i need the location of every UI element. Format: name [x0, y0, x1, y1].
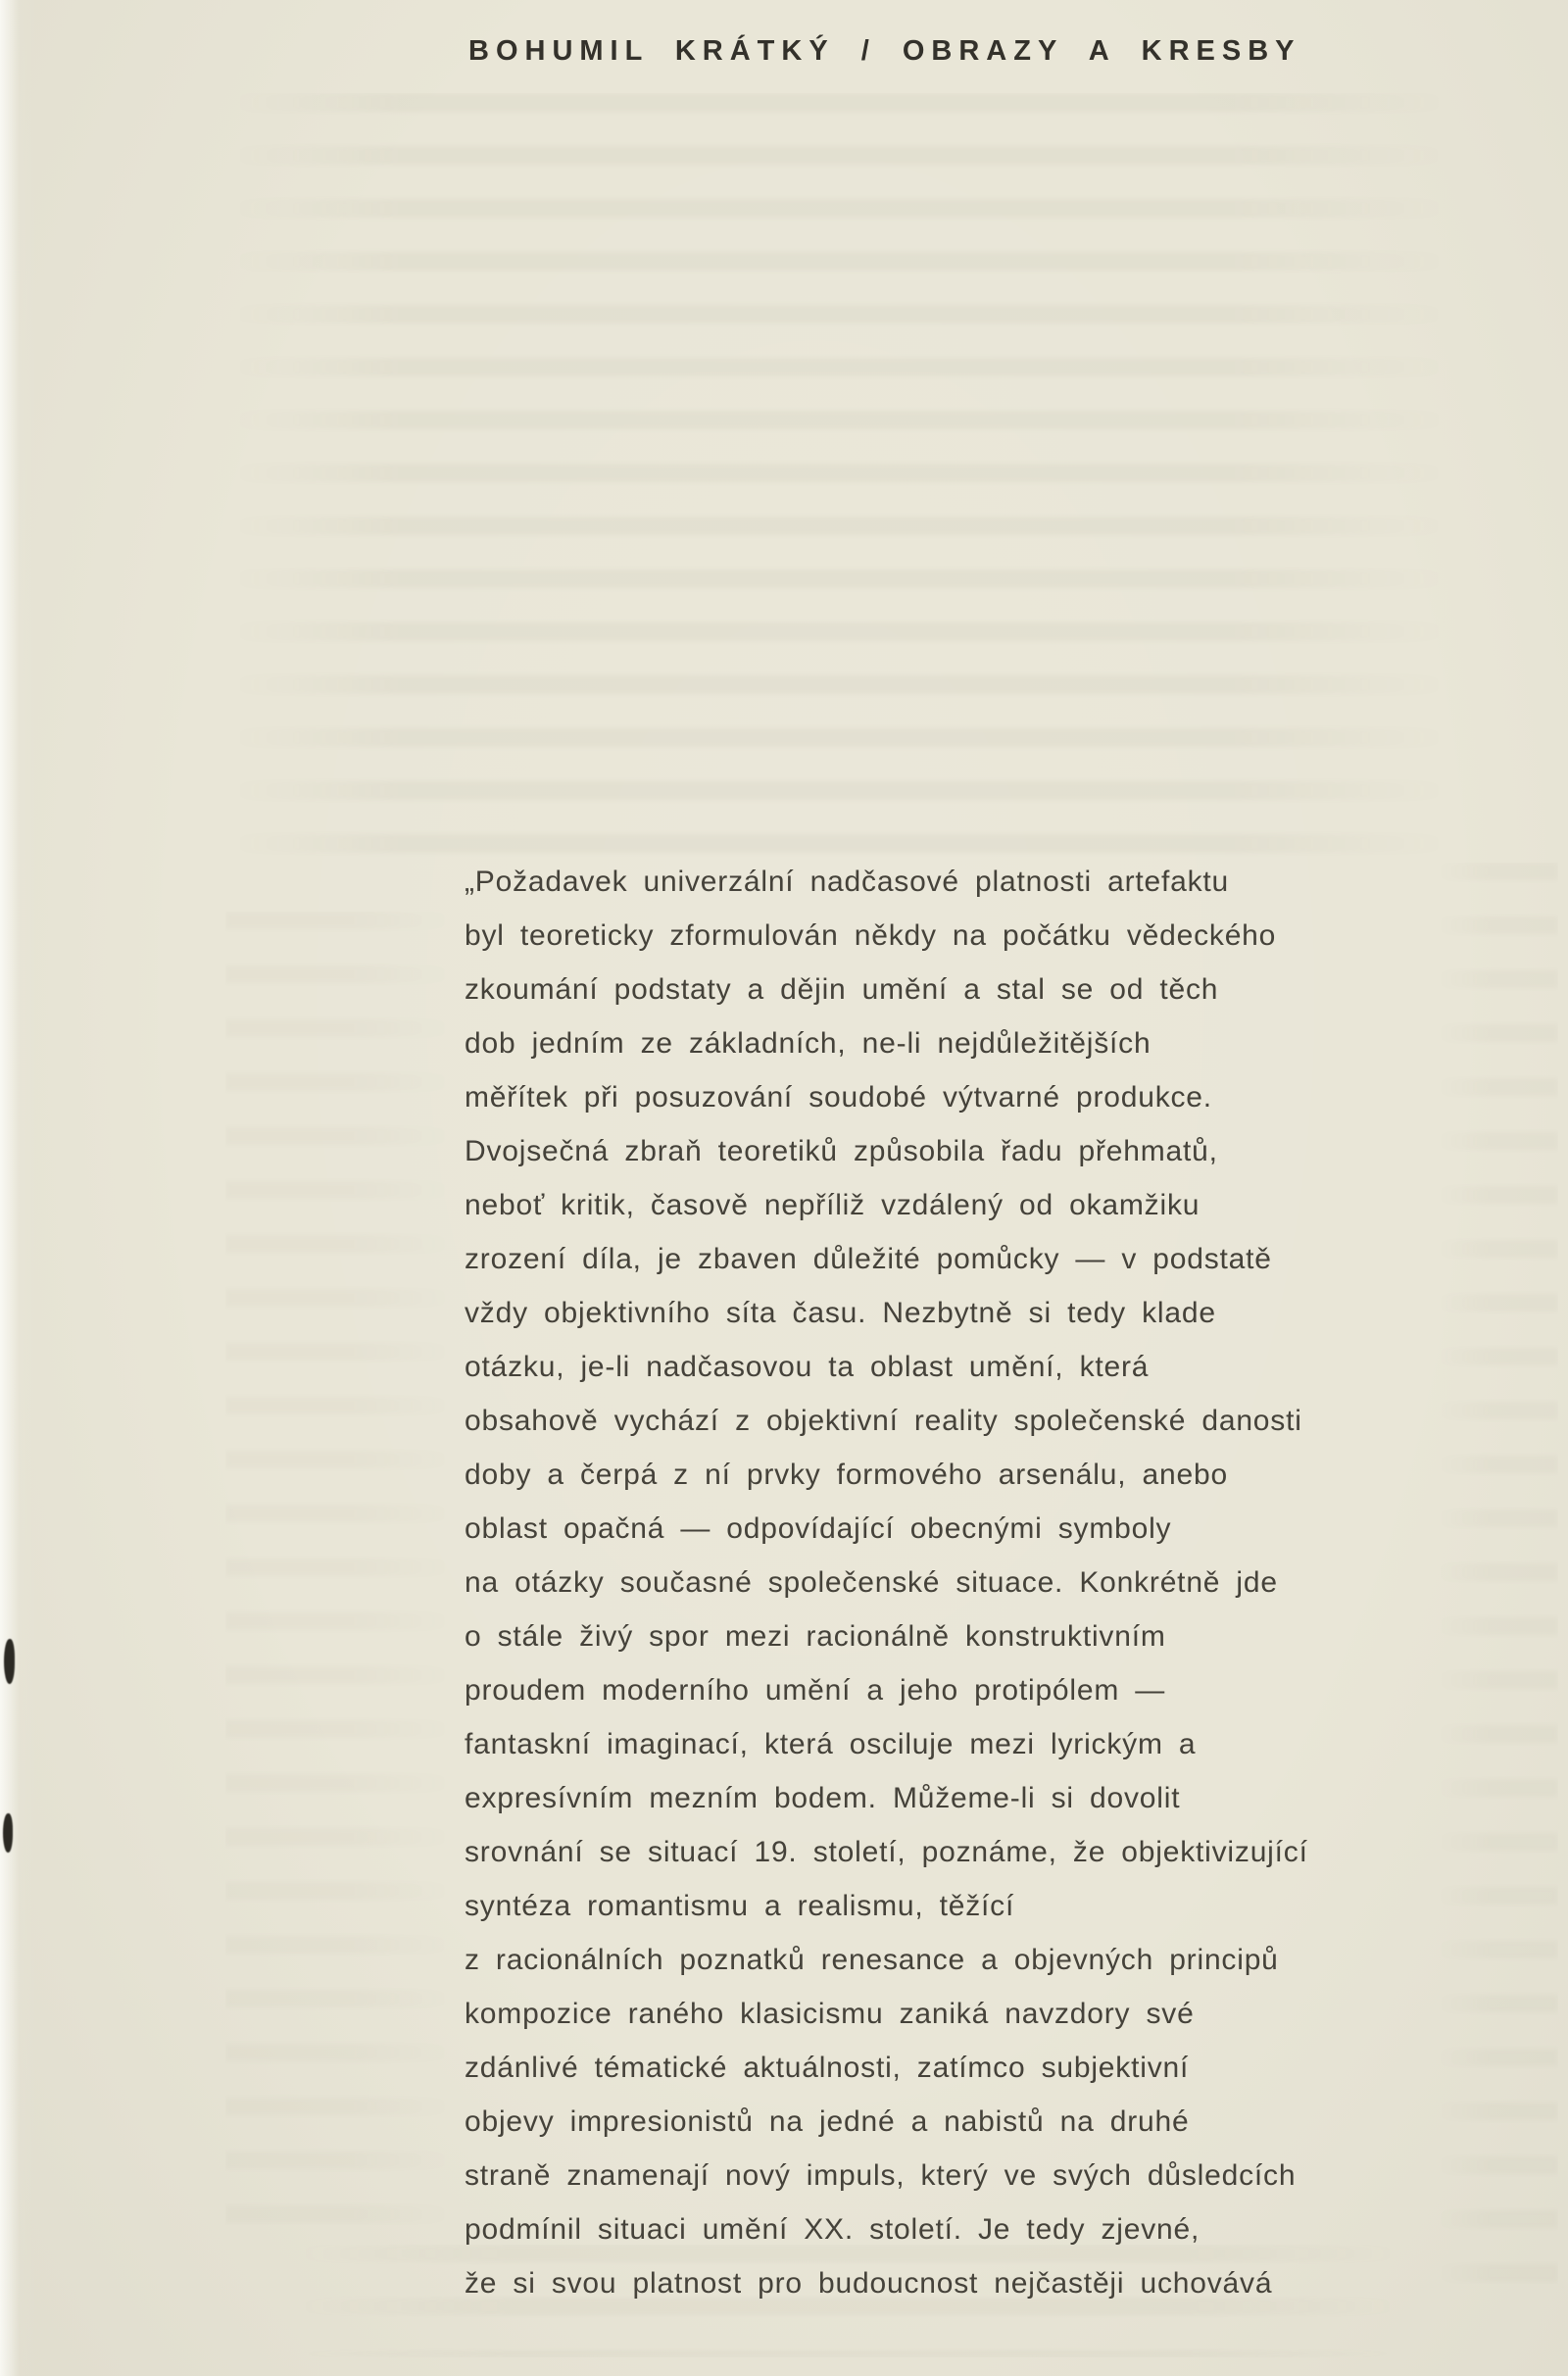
text-line: o stále živý spor mezi racionálně konstruktivním	[465, 1620, 1166, 1653]
text-line: oblast opačná — odpovídající obecnými symboly	[465, 1512, 1172, 1545]
text-line: otázku, je-li nadčasovou ta oblast umění, která	[465, 1351, 1150, 1383]
text-line: „Požadavek univerzální nadčasové platnosti artefaktu	[465, 866, 1230, 898]
page-title: BOHUMIL KRÁTKÝ / OBRAZY A KRESBY	[468, 35, 1301, 67]
text-line: zdánlivé tématické aktuálnosti, zatímco subjektivní	[465, 2052, 1190, 2084]
text-line: straně znamenají nový impuls, který ve svých důsledcích	[465, 2159, 1297, 2192]
binding-speck	[3, 1813, 13, 1853]
text-line: zkoumání podstaty a dějin umění a stal se od těch	[465, 973, 1219, 1006]
text-line: Dvojsečná zbraň teoretiků způsobila řadu přehmatů,	[465, 1135, 1218, 1167]
text-line: syntéza romantismu a realismu, těžící	[465, 1890, 1015, 1922]
text-line: měřítek při posuzování soudobé výtvarné produkce.	[465, 1081, 1212, 1114]
text-line: objevy impresionistů na jedné a nabistů na druhé	[465, 2105, 1190, 2138]
body-paragraph	[465, 855, 1503, 2310]
text-line: podmínil situaci umění XX. století. Je tedy zjevné,	[465, 2213, 1200, 2246]
text-line: fantaskní imaginací, která osciluje mezi lyrickým a	[465, 1728, 1197, 1760]
text-line: byl teoreticky zformulován někdy na počátku vědeckého	[465, 919, 1277, 952]
showthrough-texture-top	[230, 93, 1450, 858]
text-line: expresívním mezním bodem. Můžeme-li si dovolit	[465, 1782, 1181, 1814]
text-line: na otázky současné společenské situace. Konkrétně jde	[465, 1566, 1278, 1599]
page-scan-edge	[0, 0, 20, 2376]
text-line: srovnání se situací 19. století, poznáme, že objektivizující	[465, 1836, 1308, 1868]
text-line: vždy objektivního síta času. Nezbytně si tedy klade	[465, 1297, 1216, 1329]
text-line: doby a čerpá z ní prvky formového arsenálu, anebo	[465, 1459, 1228, 1491]
text-line: z racionálních poznatků renesance a objevných principů	[465, 1944, 1279, 1976]
text-line: dob jedním ze základních, ne-li nejdůležitějších	[465, 1027, 1152, 1060]
binding-speck	[4, 1639, 15, 1684]
text-line: obsahově vychází z objektivní reality společenské danosti	[465, 1405, 1302, 1437]
text-line: kompozice raného klasicismu zaniká navzdory své	[465, 1998, 1195, 2030]
text-line: neboť kritik, časově nepříliž vzdálený od okamžiku	[465, 1189, 1200, 1221]
text-line: proudem moderního umění a jeho protipólem —	[465, 1674, 1166, 1707]
text-line: že si svou platnost pro budoucnost nejčastěji uchovává	[465, 2267, 1273, 2300]
text-line: zrození díla, je zbaven důležité pomůcky — v podstatě	[465, 1243, 1272, 1275]
showthrough-texture-left	[225, 912, 456, 2225]
